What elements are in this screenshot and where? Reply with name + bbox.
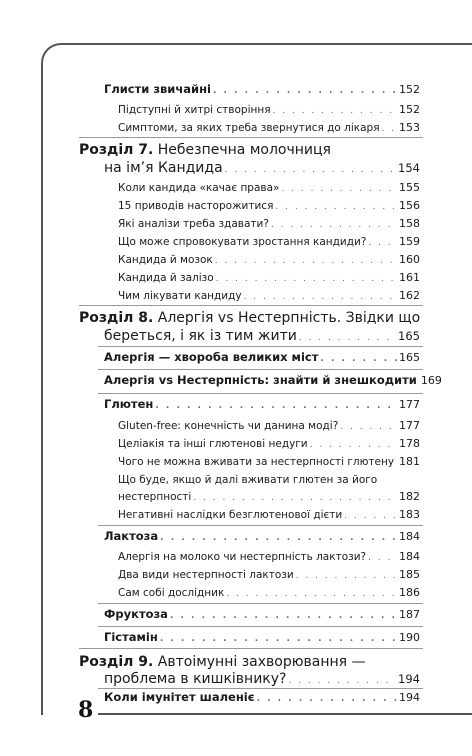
chapter-9-line2[interactable] [104,672,420,686]
section-divider [98,393,423,394]
toc-dot-leader [273,107,397,116]
toc-dot-leader [271,221,397,230]
toc-page-number: 186 [399,586,420,599]
toc-entry-sub[interactable] [118,569,420,581]
toc-entry-sub-line1[interactable] [118,474,377,486]
toc-entry-sub[interactable] [118,236,420,248]
toc-page-number: 153 [399,121,420,134]
toc-page-number: 183 [399,508,420,521]
toc-page-number: 162 [399,289,420,302]
toc-page-number: 185 [399,568,420,581]
toc-entry-hlysty[interactable] [104,84,420,96]
toc-dot-leader [155,402,397,411]
chapter-label: Розділ 7. [79,142,154,158]
toc-entry-title: Алергія — хвороба великих міст [104,350,319,364]
toc-entry-section[interactable] [104,531,420,543]
toc-dot-leader [160,534,397,543]
section-divider [79,305,423,306]
toc-page-number: 194 [399,691,420,704]
toc-page-number: 190 [399,631,420,644]
toc-dot-leader [225,166,396,175]
toc-page-number: 156 [399,199,420,212]
toc-page-number: 155 [399,181,420,194]
toc-entry-title: Фруктоза [104,607,168,621]
chapter-title: Алергія vs Нестерпність. Звідки що [157,310,421,326]
toc-page-number: 177 [399,419,420,432]
page-number: 8 [78,697,94,723]
toc-entry-sub[interactable] [118,272,420,284]
section-divider [98,525,423,526]
toc-entry-title: Алергія на молоко чи нестерпність лактози? [118,551,367,563]
toc-page-number: 154 [398,161,420,175]
toc-page-number: 165 [399,351,420,364]
toc-page-number: 181 [399,455,420,468]
toc-dot-leader [368,554,397,563]
chapter-title-cont: на ім’я Кандида [104,160,223,176]
toc-entry-sub[interactable] [118,122,420,134]
toc-page-number: 160 [399,253,420,266]
toc-entry-sub[interactable] [118,290,420,302]
toc-dot-leader [281,185,397,194]
chapter-title-cont: береться, і як із тим жити [104,328,297,344]
section-divider [79,648,423,649]
toc-dot-leader [193,494,397,503]
toc-entry-title: Сам собі дослідник [118,587,225,599]
toc-entry-title: Негативні наслідки безглютенової дієти [118,509,343,521]
toc-dot-leader [160,635,397,644]
toc-dot-leader [320,355,397,364]
toc-dot-leader [257,695,397,704]
chapter-title: Автоімунні захворювання — [157,654,366,670]
toc-entry-title: Два види нестерпності лактози [118,569,294,581]
toc-entry-title-cont: нестерпності [118,491,192,503]
section-divider [98,603,423,604]
chapter-8-line2[interactable] [104,329,420,343]
toc-dot-leader [288,677,396,686]
toc-entry-title: Глютен [104,397,154,411]
toc-entry-sub[interactable] [118,200,420,212]
toc-entry-title: Глисти звичайні [104,82,211,96]
toc-entry-sub[interactable] [118,438,420,450]
toc-dot-leader [296,572,397,581]
toc-entry-title: Кандида й залізо [118,272,214,284]
toc-entry-title: Коли кандида «качає права» [118,182,280,194]
toc-entry-section[interactable] [104,352,420,364]
toc-entry-title: Gluten-free: конечність чи данина моді? [118,420,339,432]
toc-entry-section[interactable] [104,399,420,411]
toc-dot-leader [170,612,397,621]
toc-dot-leader [299,334,396,343]
toc-dot-leader [344,512,397,521]
toc-page-number: 169 [420,374,442,387]
toc-dot-leader [310,441,397,450]
toc-entry-sub[interactable] [118,456,420,468]
chapter-label: Розділ 8. [79,310,154,326]
toc-entry-section[interactable] [104,609,420,621]
toc-entry-section[interactable] [104,632,420,644]
toc-page-number: 158 [399,217,420,230]
toc-page-number: 152 [399,83,420,96]
toc-entry-sub[interactable] [118,509,420,521]
toc-page-number: 177 [399,398,420,411]
toc-entry-title: Коли імунітет шаленіє [104,690,255,704]
toc-page-number: 159 [399,235,420,248]
toc-entry-title: Які аналізи треба здавати? [118,218,269,230]
toc-entry-title: Чого не можна вживати за нестерпності глютену [118,456,395,468]
section-divider [98,688,423,689]
toc-page-number: 165 [398,329,420,343]
toc-entry-title: Чим лікувати кандиду [118,290,242,302]
chapter-9-line1[interactable] [79,654,366,670]
chapter-title-cont: проблема в кишківнику? [104,671,287,687]
toc-entry-sub[interactable] [118,182,420,194]
toc-page-number: 178 [399,437,420,450]
toc-dot-leader [216,275,397,284]
chapter-title: Небезпечна молочниця [157,142,331,158]
toc-page-number: 187 [399,608,420,621]
toc-entry-title: Кандида й мозок [118,254,213,266]
toc-dot-leader [396,459,397,468]
chapter-7-line2[interactable] [104,161,420,175]
toc-entry-title: Алергія vs Нестерпність: знайти й знешкодити [104,373,417,387]
toc-dot-leader [382,125,397,134]
toc-dot-leader [368,239,397,248]
section-divider [98,626,423,627]
toc-page-number: 182 [399,490,420,503]
toc-entry-title: 15 приводів насторожитися [118,200,274,212]
toc-entry-title: Симптоми, за яких треба звернутися до лікаря [118,122,380,134]
chapter-label: Розділ 9. [79,654,154,670]
chapter-8-line1[interactable] [79,310,420,326]
toc-entry-title: Що може спровокувати зростання кандиди? [118,236,367,248]
toc-entry-sub[interactable] [118,104,420,116]
toc-dot-leader [244,293,397,302]
toc-dot-leader [215,257,397,266]
toc-page-number: 184 [399,550,420,563]
chapter-7-line1[interactable] [79,142,331,158]
toc-entry-section[interactable] [104,692,420,704]
toc-page-number: 161 [399,271,420,284]
toc-entry-sub[interactable] [118,254,420,266]
toc-entry-sub[interactable] [118,218,420,230]
toc-entry-title: Гістамін [104,630,158,644]
toc-entry-title: Що буде, якщо й далі вживати глютен за його [118,474,378,486]
section-divider [98,346,423,347]
toc-entry-title: Целіакія та інші глютенові недуги [118,438,308,450]
toc-dot-leader [226,590,397,599]
toc-dot-leader [213,87,397,96]
toc-entry-sub[interactable] [118,551,420,563]
toc-entry-section[interactable] [104,373,442,387]
toc-entry-title: Лактоза [104,529,159,543]
toc-page-number: 184 [399,530,420,543]
toc-dot-leader [275,203,397,212]
section-divider [79,137,423,138]
section-divider [98,369,423,370]
toc-page-number: 194 [398,672,420,686]
toc-entry-sub[interactable] [118,420,420,432]
toc-entry-title: Підступні й хитрі створіння [118,104,271,116]
toc-page-number: 152 [399,103,420,116]
toc-entry-sub[interactable] [118,587,420,599]
toc-dot-leader [340,423,397,432]
toc-entry-sub[interactable] [118,491,420,503]
